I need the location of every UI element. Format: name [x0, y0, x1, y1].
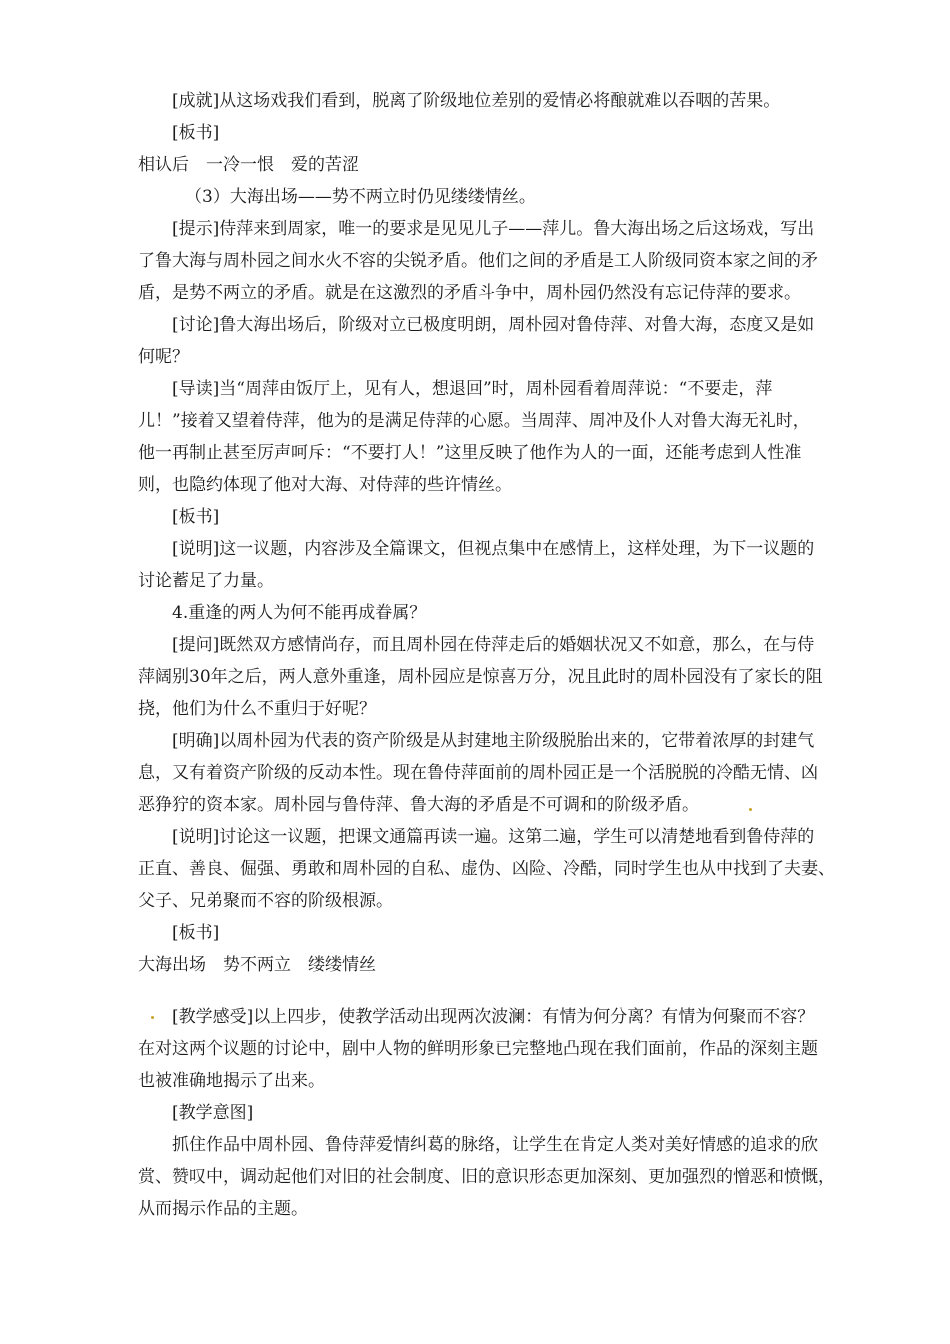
- text-line: [说明]讨论这一议题，把课文通篇再读一遍。这第二遍，学生可以清楚地看到鲁侍萍的: [172, 827, 815, 847]
- text-line: [提示]侍萍来到周家，唯一的要求是见见儿子——萍儿。鲁大海出场之后这场戏，写出: [172, 219, 815, 239]
- text-line: （3）大海出场——势不两立时仍见缕缕情丝。: [185, 187, 536, 207]
- text-line: [板书]: [172, 923, 220, 943]
- text-line: 儿！”接着又望着侍萍，他为的是满足侍萍的心愿。当周萍、周冲及仆人对鲁大海无礼时，: [138, 411, 810, 431]
- text-line: 也被准确地揭示了出来。: [138, 1071, 325, 1091]
- scan-speck: [151, 1016, 154, 1019]
- text-line: [讨论]鲁大海出场后，阶级对立已极度明朗，周朴园对鲁侍萍、对鲁大海，态度又是如: [172, 315, 815, 335]
- text-line: 在对这两个议题的讨论中，剧中人物的鲜明形象已完整地凸现在我们面前，作品的深刻主题: [138, 1039, 818, 1059]
- scan-speck: [749, 808, 752, 811]
- text-line: 4.重逢的两人为何不能再成眷属？: [172, 603, 427, 623]
- text-line: 抓住作品中周朴园、鲁侍萍爱情纠葛的脉络，让学生在肯定人类对美好情感的追求的欣: [172, 1135, 818, 1155]
- text-line: [板书]: [172, 507, 220, 527]
- text-line: [提问]既然双方感情尚存，而且周朴园在侍萍走后的婚姻状况又不如意，那么，在与侍: [172, 635, 815, 655]
- text-line: 则，也隐约体现了他对大海、对侍萍的些许情丝。: [138, 475, 512, 495]
- text-line: 讨论蓄足了力量。: [138, 571, 274, 591]
- text-line: 他一再制止甚至厉声呵斥：“不要打人！”这里反映了他作为人的一面，还能考虑到人性准: [138, 443, 802, 463]
- text-line: 了鲁大海与周朴园之间水火不容的尖锐矛盾。他们之间的矛盾是工人阶级同资本家之间的矛: [138, 251, 818, 271]
- text-line: 大海出场 势不两立 缕缕情丝: [138, 955, 376, 975]
- text-line: [明确]以周朴园为代表的资产阶级是从封建地主阶级脱胎出来的，它带着浓厚的封建气: [172, 731, 815, 751]
- text-line: 赏、赞叹中，调动起他们对旧的社会制度、旧的意识形态更加深刻、更加强烈的憎恶和愤慨，: [138, 1167, 835, 1187]
- text-line: 息，又有着资产阶级的反动本性。现在鲁侍萍面前的周朴园正是一个活脱脱的冷酷无情、凶: [138, 763, 818, 783]
- text-line: [导读]当“周萍由饭厅上，见有人，想退回”时，周朴园看着周萍说：“不要走，萍: [172, 379, 773, 399]
- text-line: 恶狰狞的资本家。周朴园与鲁侍萍、鲁大海的矛盾是不可调和的阶级矛盾。: [138, 795, 699, 815]
- text-line: [板书]: [172, 123, 220, 143]
- text-line: 正直、善良、倔强、勇敢和周朴园的自私、虚伪、凶险、冷酷，同时学生也从中找到了夫妻、: [138, 859, 835, 879]
- text-line: 从而揭示作品的主题。: [138, 1199, 308, 1219]
- text-line: 挠，他们为什么不重归于好呢？: [138, 699, 376, 719]
- text-line: 盾，是势不两立的矛盾。就是在这激烈的矛盾斗争中，周朴园仍然没有忘记侍萍的要求。: [138, 283, 801, 303]
- text-line: [成就]从这场戏我们看到，脱离了阶级地位差别的爱情必将酿就难以吞咽的苦果。: [172, 91, 781, 111]
- text-line: [说明]这一议题，内容涉及全篇课文，但视点集中在感情上，这样处理，为下一议题的: [172, 539, 815, 559]
- text-line: 何呢？: [138, 347, 189, 367]
- text-line: 相认后 一冷一恨 爱的苦涩: [138, 155, 359, 175]
- text-line: [教学意图]: [172, 1103, 254, 1123]
- text-line: 父子、兄弟聚而不容的阶级根源。: [138, 891, 393, 911]
- text-line: 萍阔别30年之后，两人意外重逢，周朴园应是惊喜万分，况且此时的周朴园没有了家长的阻: [138, 667, 823, 687]
- text-line: [教学感受]以上四步，使教学活动出现两次波澜：有情为何分离？有情为何聚而不容？: [172, 1007, 815, 1027]
